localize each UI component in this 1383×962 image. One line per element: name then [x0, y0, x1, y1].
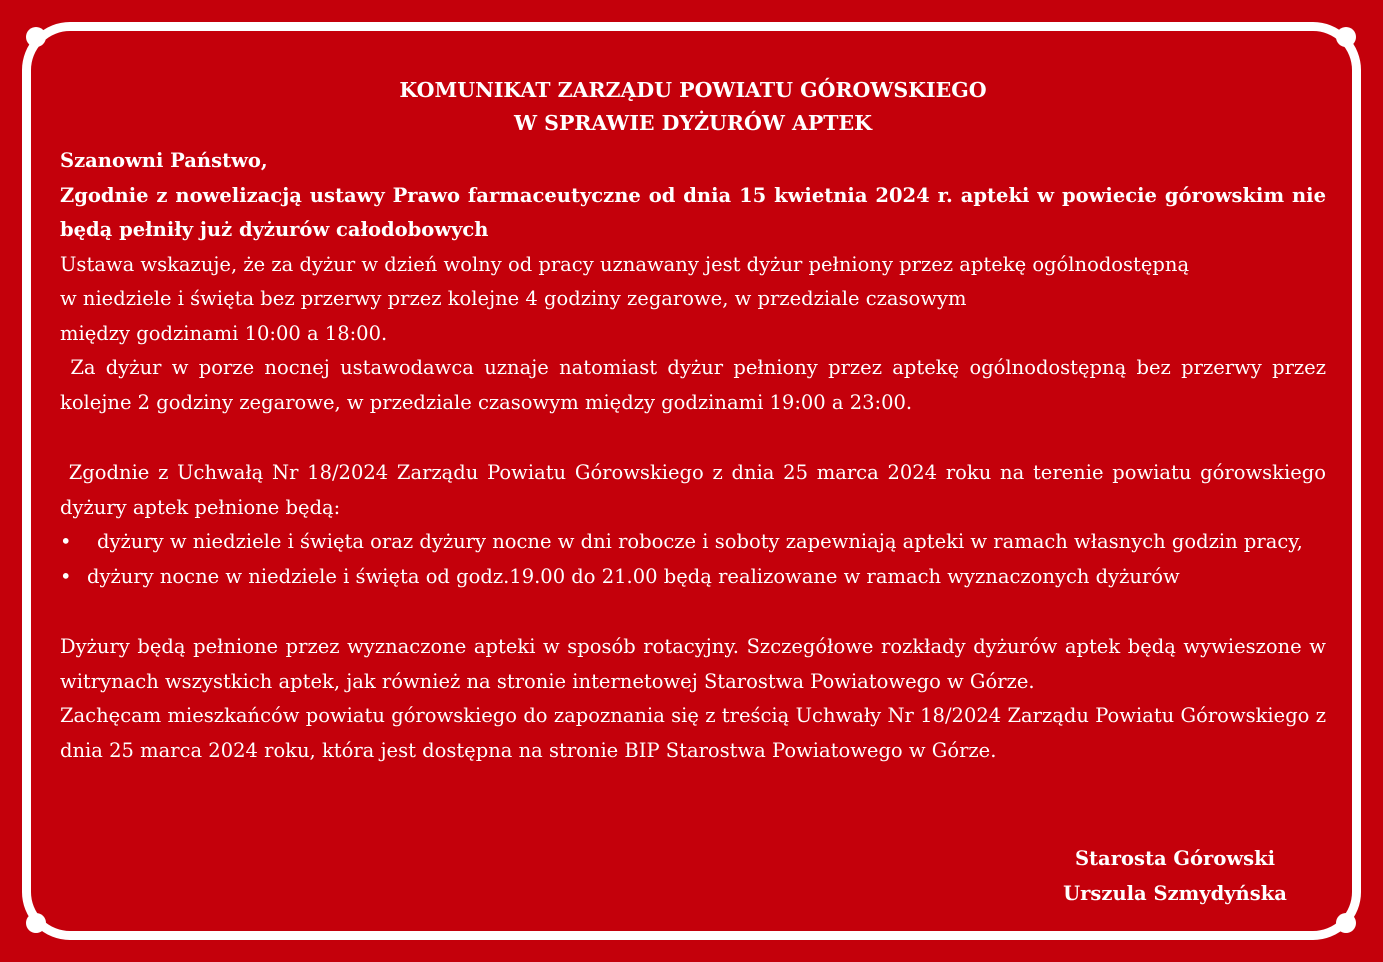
duty-bullet-list [60, 525, 1326, 594]
bullet-icon: • [60, 564, 72, 588]
notice-content [60, 74, 1333, 768]
corner-dot-top-right [1336, 27, 1356, 47]
bullet-text: dyżury nocne w niedziele i święta od godz.19.00 do 21.00 będą realizowane w ramach wyznaczonych dyżurów [87, 564, 1180, 588]
salutation: Szanowni Państwo, [60, 149, 268, 172]
signature-block [1040, 842, 1310, 911]
day-duty-line-2: w niedziele i święta bez przerwy przez kolejne 4 godziny zegarowe, w przedziale czasowym [60, 287, 967, 310]
spacer [60, 420, 1326, 454]
signature-name: Urszula Szmydyńska [1063, 881, 1287, 905]
corner-dot-top-left [26, 27, 46, 47]
bullet-icon: • [60, 530, 72, 553]
corner-dot-bottom-right [1336, 913, 1356, 933]
notice-title [60, 74, 1326, 140]
encouragement-paragraph: Zachęcam mieszkańców powiatu górowskiego do zapoznania się z treścią Uchwały Nr 18/2024 Zarządu Powiatu Górowskiego z dnia 25 marca 2024 roku, która jest dostępna na stronie BIP Starostwa Powiatowego w Górze. [60, 704, 1326, 762]
rotation-paragraph: Dyżury będą pełnione przez wyznaczone apteki w sposób rotacyjny. Szczegółowe rozkłady dyżurów aptek będą wywieszone w witrynach wszystkich aptek, jak również na stronie internetowej Starostwa Powiatowego w Górze. [60, 635, 1326, 693]
bullet-text: dyżury w niedziele i święta oraz dyżury nocne w dni robocze i soboty zapewniają apteki w ramach własnych godzin pracy, [97, 530, 1303, 553]
corner-dot-bottom-left [26, 913, 46, 933]
resolution-paragraph: Zgodnie z Uchwałą Nr 18/2024 Zarządu Powiatu Górowskiego z dnia 25 marca 2024 roku na terenie powiatu górowskiego dyżury aptek pełnione będą: [60, 461, 1333, 519]
title-line-2: W SPRAWIE DYŻURÓW APTEK [514, 111, 872, 135]
list-item [60, 560, 1326, 595]
signature-title: Starosta Górowski [1074, 847, 1276, 870]
day-duty-line-3: między godzinami 10:00 a 18:00. [60, 321, 388, 345]
list-item [60, 525, 1326, 560]
title-line-1: KOMUNIKAT ZARZĄDU POWIATU GÓROWSKIEGO [399, 78, 987, 102]
day-duty-line-1: Ustawa wskazuje, że za dyżur w dzień wolny od pracy uznawany jest dyżur pełniony przez aptekę ogólnodostępną [60, 252, 1190, 276]
spacer [60, 594, 1326, 628]
night-duty-paragraph: Za dyżur w porze nocnej ustawodawca uznaje natomiast dyżur pełniony przez aptekę ogólnodostępną bez przerwy przez kolejne 2 godziny zegarowe, w przedziale czasowym między godzinami 19:00 a 23:00. [60, 356, 1333, 414]
bold-intro-paragraph: Zgodnie z nowelizacją ustawy Prawo farmaceutyczne od dnia 15 kwietnia 2024 r. apteki w powiecie górowskim nie będą pełniły już dyżurów całodobowych [60, 183, 1326, 241]
